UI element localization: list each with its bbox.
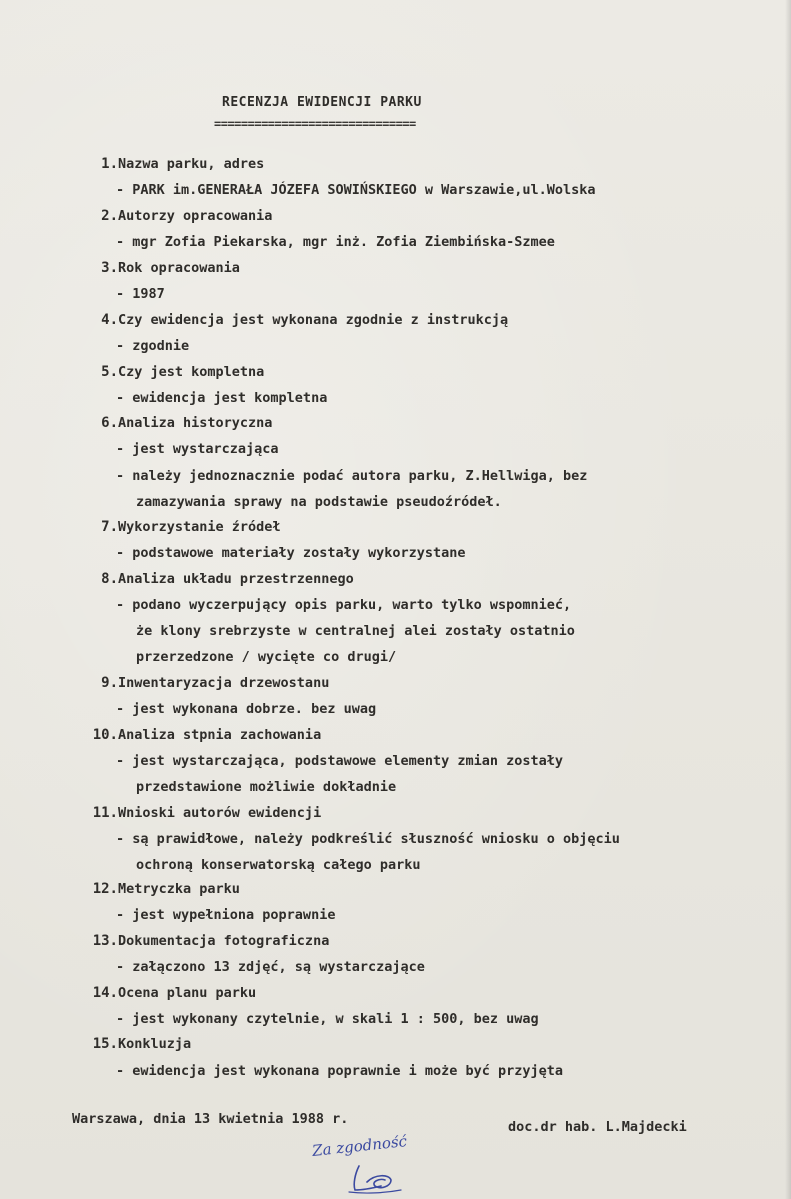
document-title: RECENZJA EWIDENCJI PARKU: [222, 95, 422, 110]
item-heading: Rok opracowania: [118, 260, 240, 276]
item-number: 4.: [101, 312, 118, 328]
item-heading: Dokumentacja fotograficzna: [118, 933, 330, 949]
place-and-date: Warszawa, dnia 13 kwietnia 1988 r.: [72, 1111, 349, 1127]
item-heading: Analiza układu przestrzennego: [118, 571, 354, 587]
item-number: 3.: [101, 260, 118, 276]
item-answer: - załączono 13 zdjęć, są wystarczające: [116, 959, 425, 975]
item-number: 10.: [92, 727, 118, 743]
item-answer: - 1987: [116, 286, 165, 302]
item-answer: - jest wypełniona poprawnie: [116, 907, 336, 923]
item-number: 9.: [101, 675, 118, 691]
item-heading: Czy jest kompletna: [118, 364, 265, 380]
item-number: 13.: [92, 933, 118, 949]
item-heading: Wykorzystanie źródeł: [118, 519, 281, 535]
item-answer: - jest wystarczająca, podstawowe elementy zmian zostały: [116, 753, 564, 769]
item-number: 5.: [101, 364, 118, 380]
item-number: 14.: [92, 985, 118, 1001]
item-number: 8.: [101, 571, 118, 587]
item-number: 7.: [101, 519, 118, 535]
item-heading: Autorzy opracowania: [118, 208, 273, 224]
item-heading: Ocena planu parku: [118, 985, 257, 1001]
handwritten-certification-note: Za zgodność: [311, 1132, 408, 1160]
item-heading: Wnioski autorów ewidencji: [118, 805, 322, 821]
item-answer: - ewidencja jest wykonana poprawnie i może być przyjęta: [116, 1063, 564, 1079]
signatory-name: doc.dr hab. L.Majdecki: [508, 1119, 687, 1135]
item-answer: - ewidencja jest kompletna: [116, 390, 328, 406]
item-answer: - jest wykonany czytelnie, w skali 1 : 500, bez uwag: [116, 1011, 539, 1027]
item-answer-continuation: że klony srebrzyste w centralnej alei zostały ostatnio: [136, 623, 575, 639]
item-heading: Inwentaryzacja drzewostanu: [118, 675, 330, 691]
page-edge-shadow: [785, 0, 791, 1199]
item-answer-continuation: zamazywania sprawy na podstawie pseudoźródeł.: [136, 494, 502, 510]
item-answer: - jest wykonana dobrze. bez uwag: [116, 701, 377, 717]
item-number: 15.: [92, 1036, 118, 1052]
item-number: 6.: [101, 415, 118, 431]
item-answer: - podstawowe materiały zostały wykorzystane: [116, 545, 466, 561]
item-heading: Analiza stpnia zachowania: [118, 727, 322, 743]
item-heading: Konkluzja: [118, 1036, 192, 1052]
item-answer: - mgr Zofia Piekarska, mgr inż. Zofia Ziembińska-Szmee: [116, 234, 555, 250]
item-answer: - jest wystarczająca: [116, 441, 279, 457]
item-heading: Metryczka parku: [118, 881, 240, 897]
item-answer: - zgodnie: [116, 338, 190, 354]
item-heading: Czy ewidencja jest wykonana zgodnie z instrukcją: [118, 312, 509, 328]
item-answer: - podano wyczerpujący opis parku, warto tylko wspomnieć,: [116, 597, 572, 613]
item-answer: - są prawidłowe, należy podkreślić słuszność wniosku o objęciu: [116, 831, 620, 847]
item-heading: Nazwa parku, adres: [118, 156, 265, 172]
handwritten-signature: [345, 1160, 405, 1196]
item-answer: - należy jednoznacznie podać autora parku, Z.Hellwiga, bez: [116, 468, 588, 484]
item-number: 12.: [92, 881, 118, 897]
item-number: 1.: [101, 156, 118, 172]
item-number: 11.: [92, 805, 118, 821]
item-answer-continuation: ochroną konserwatorską całego parku: [136, 857, 421, 873]
item-heading: Analiza historyczna: [118, 415, 273, 431]
item-answer: - PARK im.GENERAŁA JÓZEFA SOWIŃSKIEGO w Warszawie,ul.Wolska: [116, 182, 596, 198]
item-answer-continuation: przedstawione możliwie dokładnie: [136, 779, 397, 795]
title-underline: ==============================: [214, 117, 416, 131]
item-answer-continuation: przerzedzone / wycięte co drugi/: [136, 649, 397, 665]
item-number: 2.: [101, 208, 118, 224]
